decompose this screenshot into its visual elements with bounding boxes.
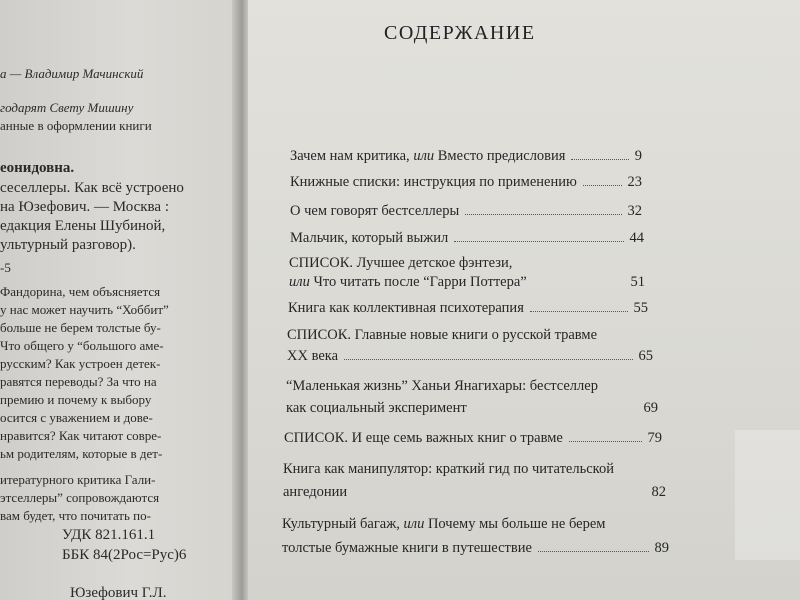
toc-entry-title: О чем говорят бестселлеры	[290, 203, 460, 219]
page-number: 51	[630, 274, 645, 290]
toc-entry-title: как социальный эксперимент	[286, 400, 467, 416]
toc-entry-line1	[282, 516, 605, 533]
leader-dots	[538, 551, 649, 552]
leader-dots	[583, 185, 622, 186]
toc-entry	[290, 203, 642, 220]
toc-entry	[284, 430, 662, 447]
page-number: 23	[627, 174, 642, 190]
left-line: на Юзефович. — Москва :	[0, 199, 169, 215]
page-number: 65	[638, 348, 653, 364]
leader-dots	[344, 359, 632, 360]
left-line: у нас может научить “Хоббит”	[0, 302, 169, 317]
leader-dots	[533, 285, 625, 286]
left-line: ультурный разговор).	[0, 237, 136, 253]
toc-entry	[286, 400, 658, 417]
toc-entry-or: или	[289, 274, 310, 290]
toc-entry	[283, 484, 666, 501]
toc-entry	[290, 148, 642, 165]
left-line: еонидовна.	[0, 160, 75, 176]
left-line: больше не берем толстые бу-	[0, 320, 161, 335]
toc-entry-line1: СПИСОК. Главные новые книги о русской травме	[287, 327, 598, 343]
toc-entry-line1: “Маленькая жизнь” Ханьи Янагихары: бестселлер	[286, 378, 598, 394]
left-line: нравится? Как читают совре-	[0, 428, 162, 443]
leader-dots	[530, 311, 628, 312]
toc-entry-title: Мальчик, который выжил	[290, 230, 449, 246]
leader-dots	[465, 214, 621, 215]
left-line: а — Владимир Мачинский	[0, 66, 144, 81]
left-line: равятся переводы? За что на	[0, 374, 157, 389]
toc-entry	[290, 174, 642, 191]
toc-entry	[282, 540, 669, 557]
page-number: 9	[634, 148, 642, 164]
left-line: вам будет, что почитать по-	[0, 508, 151, 523]
author-index: Юзефович Г.Л.	[70, 585, 167, 600]
toc-entry-text: Культурный багаж,	[282, 516, 404, 532]
left-line: Фандорина, чем объясняется	[0, 284, 161, 299]
leader-dots	[473, 411, 638, 412]
toc-entry-title: Книжные списки: инструкция по применению	[290, 174, 577, 190]
toc-entry-text: Почему мы больше не берем	[424, 516, 606, 532]
toc-entry-title: Книга как коллективная психотерапия	[288, 300, 524, 316]
bbk-code: ББК 84(2Рос=Рус)6	[62, 547, 187, 563]
toc-title: СОДЕРЖАНИЕ	[384, 22, 536, 44]
left-page	[0, 0, 240, 600]
toc-entry-line1: Книга как манипулятор: краткий гид по читательской	[283, 461, 614, 477]
toc-entry-text: Зачем нам критика,	[290, 148, 414, 164]
left-line: итературного критика Гали-	[0, 472, 156, 487]
toc-entry	[289, 274, 645, 291]
left-line: Что общего у “большого аме-	[0, 338, 164, 353]
toc-entry-title: толстые бумажные книги в путешествие	[282, 540, 532, 556]
toc-entry-text: Что читать после “Гарри Поттера”	[309, 274, 527, 290]
left-line: русским? Как устроен детек-	[0, 356, 161, 371]
price-sticker	[735, 430, 800, 560]
toc-entry-title: XX века	[287, 348, 339, 364]
left-line: премию и почему к выбору	[0, 392, 152, 407]
left-line: -5	[0, 260, 11, 275]
toc-entry	[290, 230, 644, 247]
left-line: анные в оформлении книги	[0, 118, 152, 133]
left-line: годарят Свету Мишину	[0, 100, 134, 115]
page-number: 79	[647, 430, 662, 446]
toc-entry-or: или	[413, 148, 435, 164]
page-number: 55	[633, 300, 648, 316]
toc-entry-title: СПИСОК. И еще семь важных книг о травме	[284, 430, 563, 446]
toc-entry-or: или	[403, 516, 425, 532]
toc-entry	[287, 348, 653, 365]
left-line: сеселлеры. Как всё устроено	[0, 180, 184, 196]
leader-dots	[569, 441, 642, 442]
leader-dots	[571, 159, 628, 160]
page-number: 44	[629, 230, 644, 246]
udk-code: УДК 821.161.1	[62, 527, 156, 543]
page-number: 69	[643, 400, 658, 416]
page-number: 32	[627, 203, 642, 219]
toc-entry-line1: СПИСОК. Лучшее детское фэнтези,	[289, 255, 513, 271]
page-number: 82	[651, 484, 666, 500]
page-number: 89	[654, 540, 669, 556]
left-line: осится с уважением и дове-	[0, 410, 153, 425]
left-line: ьм родителям, которые в дет-	[0, 446, 163, 461]
leader-dots	[353, 495, 645, 496]
toc-entry-title	[290, 148, 565, 165]
left-line: этселлеры” сопровождаются	[0, 490, 160, 505]
toc-entry-title	[289, 274, 527, 291]
left-line: едакция Елены Шубиной,	[0, 218, 166, 234]
toc-entry	[288, 300, 648, 317]
toc-entry-title: ангедонии	[283, 484, 348, 500]
leader-dots	[454, 241, 623, 242]
toc-entry-text: Вместо предисловия	[434, 148, 566, 164]
